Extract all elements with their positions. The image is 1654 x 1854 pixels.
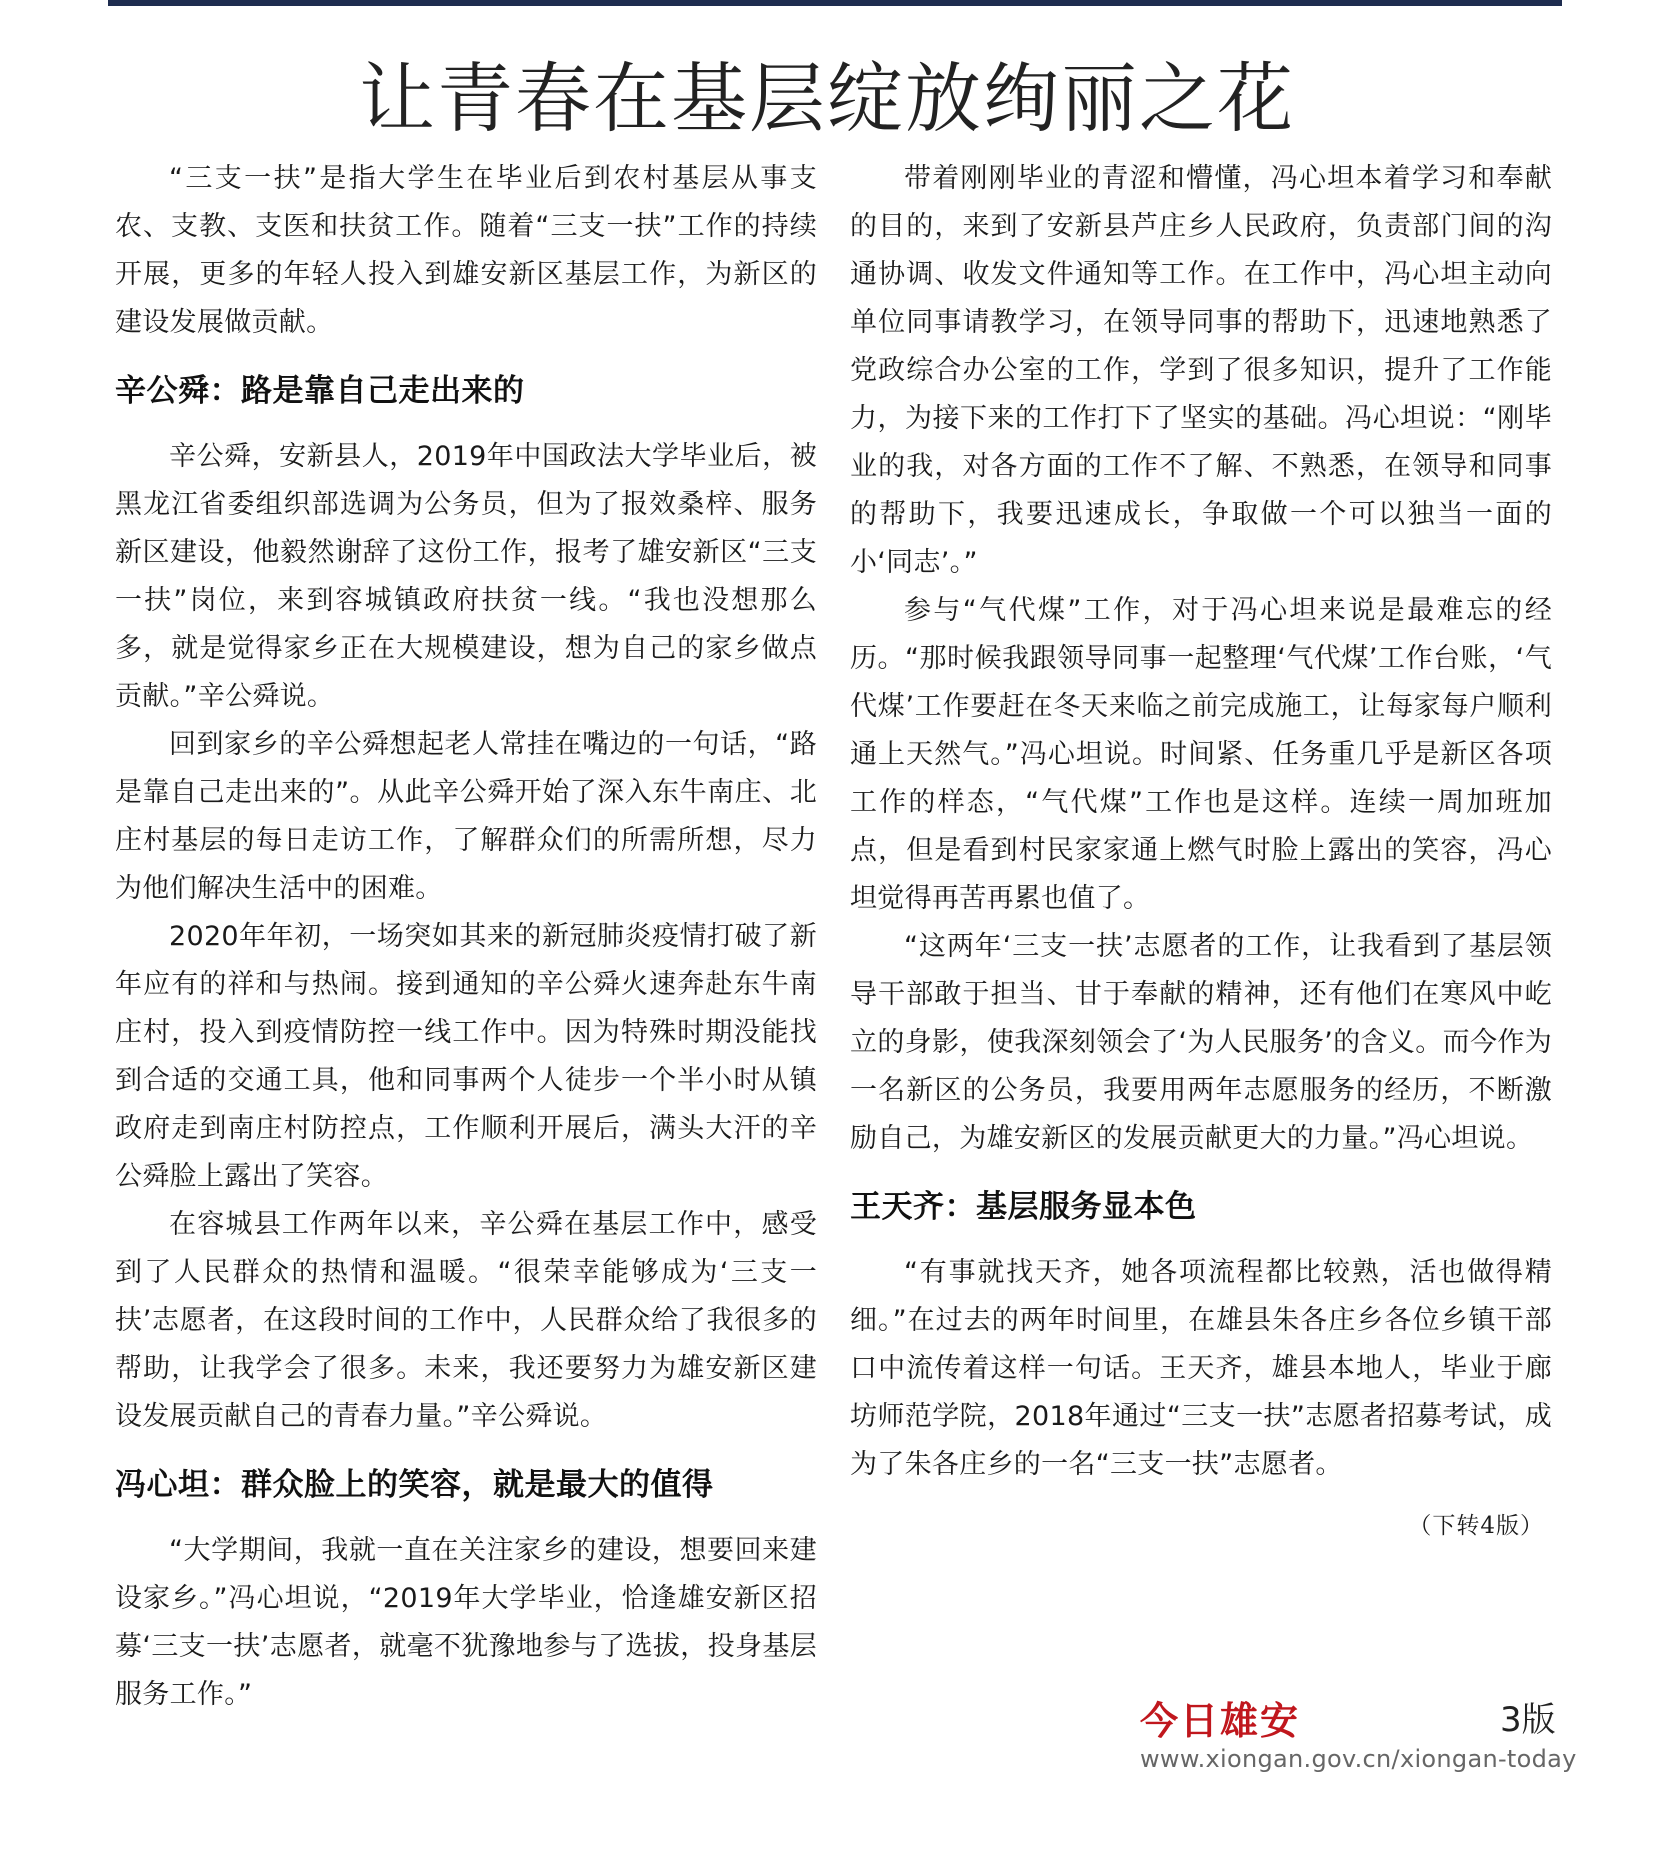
section-heading-wang: 王天齐：基层服务显本色 <box>850 1189 1197 1225</box>
paragraph: 带着刚刚毕业的青涩和懵懂，冯心坦本着学习和奉献的目的，来到了安新县芦庄乡人民政府，负责部门间的沟通协调、收发文件通知等工作。在工作中，冯心坦主动向单位同事请教学习，在领导同事的帮助下，迅速地熟悉了党政综合办公室的工作，学到了很多知识，提升了工作能力，为接下来的工作打下了坚实的基础。冯心坦说：“刚毕业的我，对各方面的工作不了解、不熟悉，在领导和同事的帮助下，我要迅速成长，争取做一个可以独当一面的小‘同志’。” <box>850 163 1552 578</box>
page-title: 让青春在基层绽放绚丽之花 <box>359 54 1295 143</box>
section-heading-xin: 辛公舜：路是靠自己走出来的 <box>115 373 525 409</box>
paragraph: 辛公舜，安新县人，2019年中国政法大学毕业后，被黑龙江省委组织部选调为公务员，但为了报效桑梓、服务新区建设，他毅然谢辞了这份工作，报考了雄安新区“三支一扶”岗位，来到容城镇政府扶贫一线。“我也没想那么多，就是觉得家乡正在大规模建设，想为自己的家乡做点贡献。”辛公舜说。 <box>115 441 817 712</box>
paragraph: “大学期间，我就一直在关注家乡的建设，想要回来建设家乡。”冯心坦说，“2019年大学毕业，恰逢雄安新区招募‘三支一扶’志愿者，就毫不犹豫地参与了选拔，投身基层服务工作。” <box>115 1535 817 1710</box>
left-column <box>115 155 817 1719</box>
section-heading-feng: 冯心坦：群众脸上的笑容，就是最大的值得 <box>115 1467 714 1503</box>
top-rule <box>108 0 1562 6</box>
page-number: 3版 <box>1500 1700 1556 1740</box>
paragraph: 参与“气代煤”工作，对于冯心坦来说是最难忘的经历。“那时候我跟领导同事一起整理‘气代煤’工作台账，‘气代煤’工作要赶在冬天来临之前完成施工，让每家每户顺利通上天然气。”冯心坦说。时间紧、任务重几乎是新区各项工作的样态，“气代煤”工作也是这样。连续一周加班加点，但是看到村民家家通上燃气时脸上露出的笑容，冯心坦觉得再苦再累也值了。 <box>850 595 1552 914</box>
right-column <box>850 155 1552 1540</box>
paragraph: 在容城县工作两年以来，辛公舜在基层工作中，感受到了人民群众的热情和温暖。“很荣幸能够成为‘三支一扶’志愿者，在这段时间的工作中，人民群众给了我很多的帮助，让我学会了很多。未来，我还要努力为雄安新区建设发展贡献自己的青春力量。”辛公舜说。 <box>115 1209 817 1432</box>
paragraph: 回到家乡的辛公舜想起老人常挂在嘴边的一句话，“路是靠自己走出来的”。从此辛公舜开始了深入东牛南庄、北庄村基层的每日走访工作，了解群众们的所需所想，尽力为他们解决生活中的困难。 <box>115 729 817 904</box>
paragraph: “有事就找天齐，她各项流程都比较熟，活也做得精细。”在过去的两年时间里，在雄县朱各庄乡各位乡镇干部口中流传着这样一句话。王天齐，雄县本地人，毕业于廊坊师范学院，2018年通过“三支一扶”志愿者招募考试，成为了朱各庄乡的一名“三支一扶”志愿者。 <box>850 1257 1552 1480</box>
footer-url: www.xiongan.gov.cn/xiongan-today <box>1140 1745 1577 1773</box>
paragraph: 2020年年初，一场突如其来的新冠肺炎疫情打破了新年应有的祥和与热闹。接到通知的辛公舜火速奔赴东牛南庄村，投入到疫情防控一线工作中。因为特殊时期没能找到合适的交通工具，他和同事两个人徒步一个半小时从镇政府走到南庄村防控点，工作顺利开展后，满头大汗的辛公舜脸上露出了笑容。 <box>115 921 817 1192</box>
paragraph: “这两年‘三支一扶’志愿者的工作，让我看到了基层领导干部敢于担当、甘于奉献的精神，还有他们在寒风中屹立的身影，使我深刻领会了‘为人民服务’的含义。而今作为一名新区的公务员，我要用两年志愿服务的经历，不断激励自己，为雄安新区的发展贡献更大的力量。”冯心坦说。 <box>850 931 1552 1154</box>
intro-paragraph: “三支一扶”是指大学生在毕业后到农村基层从事支农、支教、支医和扶贫工作。随着“三支一扶”工作的持续开展，更多的年轻人投入到雄安新区基层工作，为新区的建设发展做贡献。 <box>115 163 817 338</box>
continued-note: （下转4版） <box>1408 1513 1544 1539</box>
newspaper-logo: 今日雄安 <box>1140 1698 1301 1743</box>
